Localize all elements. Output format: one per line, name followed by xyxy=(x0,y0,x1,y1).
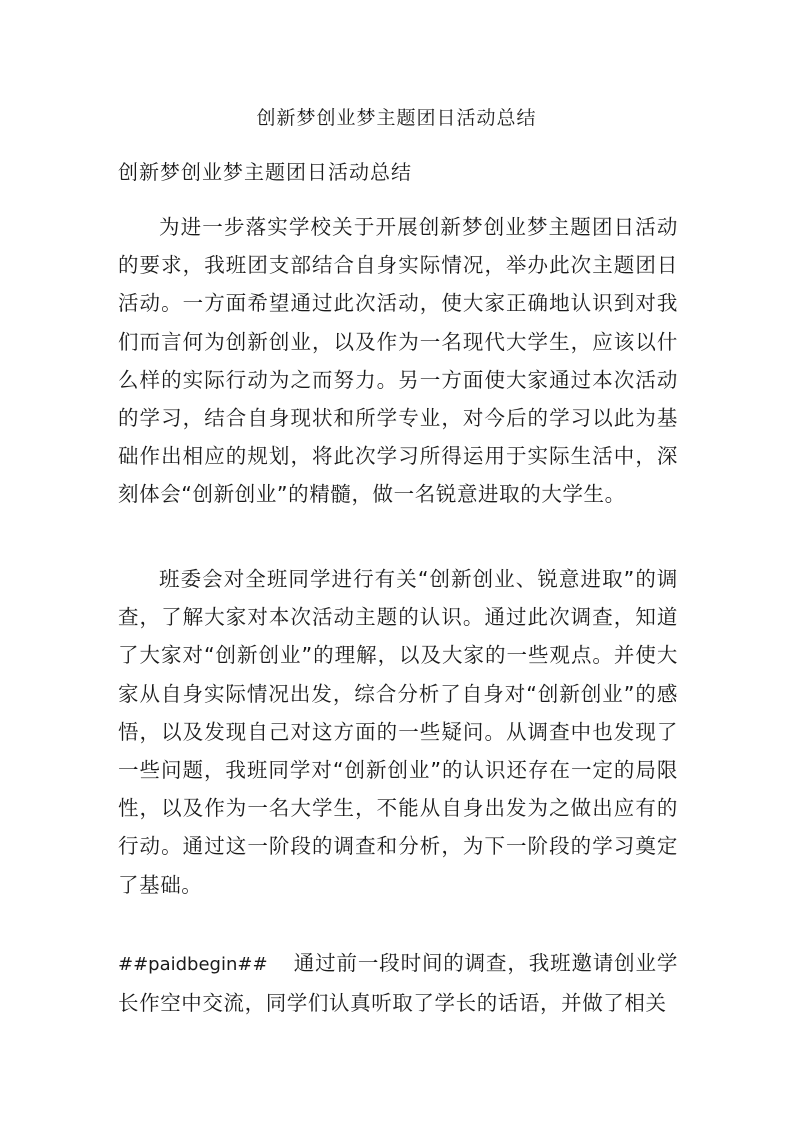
document-title: 创新梦创业梦主题团日活动总结 xyxy=(256,107,537,129)
body-paragraph-3-text: 通过前一段时间的调查，我班邀请创业学长作空中交流，同学们认真听取了学长的话语，并做了相关 xyxy=(118,951,678,1016)
body-paragraph-1: 为进一步落实学校关于开展创新梦创业梦主题团日活动的要求，我班团支部结合自身实际情况，举办此次主题团日活动。一方面希望通过此次活动，使大家正确地认识到对我们而言何为创新创业，以及作为一名现代大学生，应该以什么样的实际行动为之而努力。另一方面使大家通过本次活动的学习，结合自身现状和所学专业，对今后的学习以此为基础作出相应的规划，将此次学习所得运用于实际生活中，深刻体会“创新创业”的精髓，做一名锐意进取的大学生。 xyxy=(118,215,678,507)
body-paragraph-2: 班委会对全班同学进行有关“创新创业、锐意进取”的调查，了解大家对本次活动主题的认识。通过此次调查，知道了大家对“创新创业”的理解，以及大家的一些观点。并使大家从自身实际情况出发，综合分析了自身对“创新创业”的感悟，以及发现自己对这方面的一些疑问。从调查中也发现了一些问题，我班同学对“创新创业”的认识还存在一定的局限性，以及作为一名大学生，不能从自身出发为之做出应有的行动。通过这一阶段的调查和分析，为下一阶段的学习奠定了基础。 xyxy=(118,567,678,897)
body-paragraph-3 xyxy=(118,944,678,1022)
paid-begin-marker: ##paidbegin## xyxy=(118,954,268,975)
document-subtitle: 创新梦创业梦主题团日活动总结 xyxy=(118,160,412,184)
